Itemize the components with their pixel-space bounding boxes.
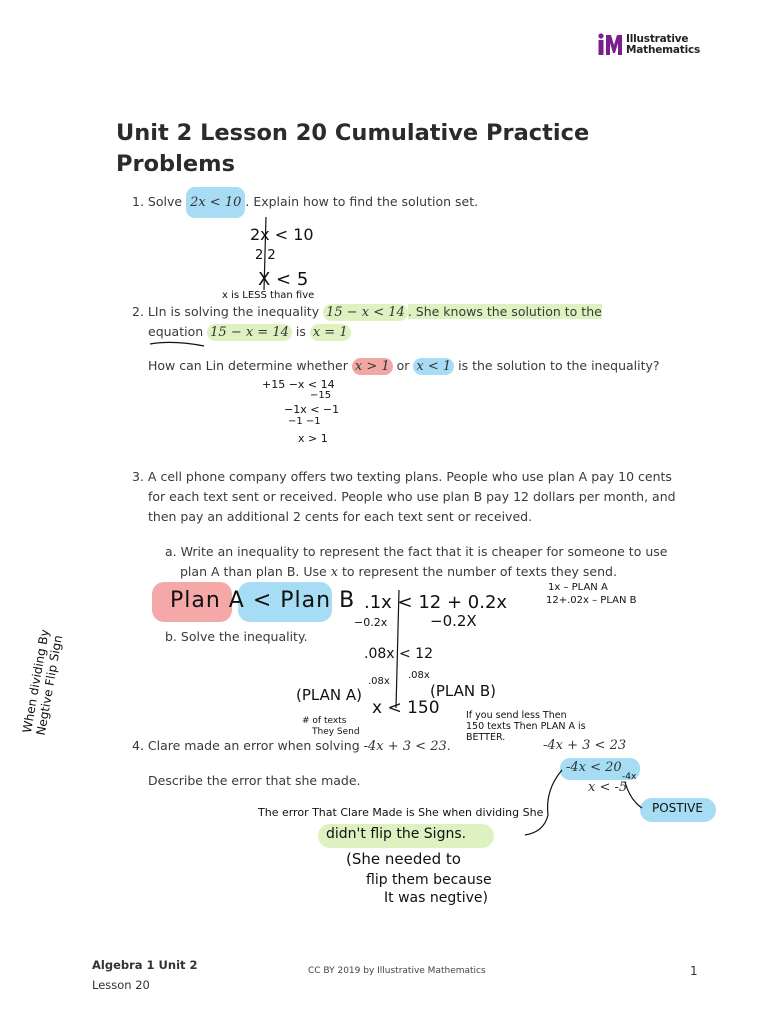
plan-legend-2: 12+.02x – PLAN B: [546, 595, 637, 606]
im-logo-icon: [598, 33, 624, 57]
question-4-prompt: Describe the error that she made.: [148, 773, 361, 788]
q1-work-line3: X < 5: [258, 269, 309, 290]
margin-note: When dividing By Negtive Flip Sign: [19, 628, 66, 737]
im-logo: [598, 33, 708, 61]
q3-work-line2: .08x < 12: [364, 646, 433, 662]
question-3b: b. Solve the inequality.: [165, 629, 308, 644]
q3-side-note: If you send less Then 150 texts Then PLAN A is BETTER.: [466, 710, 586, 743]
plan-b-label: (PLAN B): [430, 682, 496, 700]
q3-work-line1c: −0.2X: [430, 612, 477, 630]
q2-equation: 15 − x = 14: [207, 324, 292, 341]
page-number: 1: [690, 964, 698, 978]
q3-work-line2b: .08x: [368, 676, 390, 687]
logo-wordmark: Illustrative Mathematics: [626, 33, 701, 56]
page-title: Unit 2 Lesson 20 Cumulative Practice Problems: [116, 120, 590, 177]
q4-explanation-line3: (She needed to: [346, 850, 461, 868]
question-1: 1. Solve 2x < 10 . Explain how to find the solution set.: [132, 192, 478, 213]
q1-work-line2: 2 2: [255, 248, 276, 263]
q2-work-line2: −1x < −1: [284, 403, 340, 416]
q2-work-line2b: −1 −1: [288, 416, 321, 427]
question-4: 4. Clare made an error when solving -4x + 3 < 23.: [132, 738, 451, 754]
q4-work-line2: -4x < 20: [566, 760, 622, 775]
footer-license: CC BY 2019 by Illustrative Mathematics: [308, 966, 486, 976]
q4-work-line3: x < -5: [588, 780, 628, 795]
question-2-line2: equation 15 − x = 14 is x = 1: [148, 322, 351, 343]
plan-a-label: (PLAN A): [296, 686, 362, 704]
q3-note-line2: They Send: [312, 727, 360, 737]
footer-course: Algebra 1 Unit 2 Lesson 20: [92, 958, 198, 992]
positive-note: POSTIVE: [652, 801, 703, 815]
q1-work-note: x is LESS than five: [222, 290, 315, 301]
q1-work-line1: 2x < 10: [250, 225, 314, 244]
q2-work-line1b: −15: [310, 390, 332, 401]
question-2: 2. LIn is solving the inequality 15 − x < 14 . She knows the solution to the: [132, 304, 602, 320]
q2-work-line1: +15 −x < 14: [262, 378, 335, 391]
q4-explanation-line5: It was negtive): [384, 890, 488, 906]
q4-explanation-line4: flip them because: [366, 872, 492, 888]
q4-explanation-line1: The error That Clare Made is She when dividing She: [258, 806, 544, 819]
q4-work-line2b: -4x: [622, 772, 637, 782]
plan-legend-1: 1x – PLAN A: [548, 582, 608, 593]
question-3a: a. Write an inequality to represent the fact that it is cheaper for someone to use plan A than plan B. Use x to represent the number of texts they send.: [165, 544, 668, 580]
q4-annotation-arrows: [500, 760, 660, 840]
question-3: 3. A cell phone company offers two texting plans. People who use plan A pay 10 cents for each text sent or received. People who use plan B pay 12 dollars per month, and then pay an additional 2 cents for each text sent or received.: [132, 469, 676, 524]
q3-answer: x < 150: [372, 698, 440, 718]
q2-option-less: x < 1: [413, 358, 454, 375]
q2-option-greater: x > 1: [352, 358, 393, 375]
q3-work-line2c: .08x: [408, 670, 430, 681]
question-2-prompt: How can Lin determine whether x > 1 or x < 1 is the solution to the inequality?: [148, 358, 660, 374]
q3-work-line1b: −0.2x: [354, 616, 388, 629]
q2-work-line3: x > 1: [298, 432, 328, 445]
q2-expression: 15 − x < 14: [323, 304, 408, 321]
q2-solution: x = 1: [310, 324, 351, 341]
q4-explanation-line2: didn't flip the Signs.: [326, 826, 467, 842]
q1-expression: 2x < 10: [186, 187, 245, 218]
q3-note-line1: # of texts: [302, 716, 347, 726]
q2-underline: [148, 338, 208, 350]
plan-inequality: Plan A < Plan B: [170, 588, 356, 613]
q3-work-line1: .1x < 12 + 0.2x: [364, 592, 508, 613]
q4-expression: -4x + 3 < 23: [363, 739, 447, 754]
q4-work-line1: -4x + 3 < 23: [543, 738, 627, 753]
